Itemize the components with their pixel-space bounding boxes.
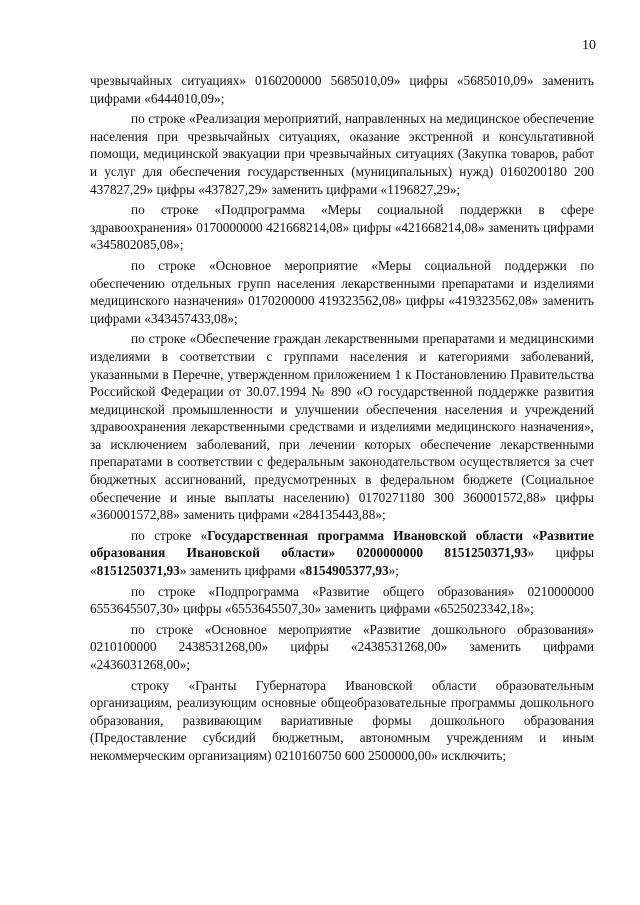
- text-run: по строке «Подпрограмма «Меры социальной поддержки в сфере здравоохранения» 0170000000 421668214,08» цифры «421668214,08» заменить цифрами «345802085,08»;: [90, 202, 594, 253]
- document-body: [90, 72, 594, 768]
- text-run: по строке «Подпрограмма «Развитие общего образования» 0210000000 6553645507,30» цифры «6553645507,30» заменить цифрами «6525023342,18»;: [90, 583, 594, 617]
- page-number: 10: [582, 38, 596, 53]
- bold-text-run: 8154905377,93: [305, 563, 389, 579]
- paragraph: [90, 330, 594, 524]
- text-run: » заменить цифрами «: [179, 563, 306, 579]
- paragraph: [90, 677, 594, 765]
- bold-text-run: 8151250371,93: [96, 563, 180, 579]
- paragraph: [90, 110, 594, 198]
- text-run: строку «Гранты Губернатора Ивановской области образовательным организациям, реализующим основные общеобразовательные программы дошкольного образования, развивающим вариативные формы дошкольного образования (Предоставление субсидий бюджетным, автономным учреждениям и иным некоммерческим организациям) 0210160750 600 2500000,00» исключить;: [90, 677, 594, 763]
- paragraph: [90, 621, 594, 674]
- text-run: по строке «Обеспечение граждан лекарственными препаратами и медицинскими изделиями в соответствии с группами населения и категориями заболеваний, указанными в Перечне, утвержденном приложением 1 к Постановлению Правительства Российской Федерации от 30.07.1994 № 890 «О государственной поддержке развития медицинской промышленности и улучшении обеспечения населения и учреждений здравоохранения лекарственными средствами и изделиями медицинского назначения», за исключением заболеваний, при лечении которых обеспечение лекарственными препаратами в соответствии с федеральным законодательством осуществляется за счет бюджетных ассигнований, предусмотренных в федеральном бюджете (Социальное обеспечение и иные выплаты населению) 0170271180 300 360001572,88» цифры «360001572,88» заменить цифрами «284135443,88»;: [90, 331, 594, 523]
- text-run: по строке «Основное мероприятие «Развитие дошкольного образования» 0210100000 2438531268,00» цифры «2438531268,00» заменить цифрами «2436031268,00»;: [90, 621, 594, 672]
- text-run: по строке «Реализация мероприятий, направленных на медицинское обеспечение населения при чрезвычайных ситуациях, оказание экстренной и консультативной помощи, медицинской эвакуации при чрезвычайных ситуациях (Закупка товаров, работ и услуг для обеспечения государственных (муниципальных) нужд) 0160200180 200 437827,29» цифры «437827,29» заменить цифрами «1196827,29»;: [90, 111, 594, 197]
- text-run: » цифры «: [90, 545, 595, 579]
- bold-text-run: Государственная программа Ивановской области «Развитие образования Ивановской области» 0200000000 8151250371,93: [90, 527, 594, 561]
- text-run: »;: [388, 563, 399, 579]
- text-run: по строке «Основное мероприятие «Меры социальной поддержки по обеспечению отдельных групп населения лекарственными препаратами и изделиями медицинского назначения» 0170200000 419323562,08» цифры «419323562,08» заменить цифрами «343457433,08»;: [90, 257, 594, 326]
- paragraph: [90, 257, 594, 327]
- text-run: по строке «: [131, 527, 208, 543]
- paragraph: [90, 72, 594, 107]
- paragraph: [90, 527, 594, 580]
- paragraph: [90, 583, 594, 618]
- text-run: чрезвычайных ситуациях» 0160200000 5685010,09» цифры «5685010,09» заменить цифрами «6444010,09»;: [90, 73, 594, 106]
- paragraph: [90, 201, 594, 254]
